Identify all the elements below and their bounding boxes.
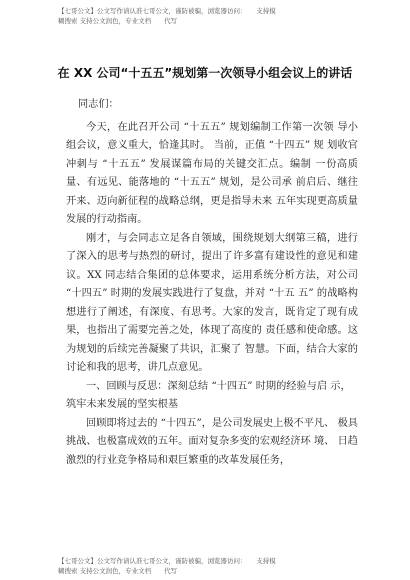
header-banner-line-1: 【七哥公文】公文写作请认准七哥公文，谨防被骗，浏览器访问： 支持模 [58, 7, 276, 15]
footer-banner-line-2: 糊搜索 支持公文润色，专业文档 代写 [58, 567, 178, 575]
header-banner [58, 6, 388, 26]
section-heading: 一、回顾与反思：深刻总结 “十四五” 时期的经验与启 示，筑牢未来发展的坚实根基 [66, 380, 351, 410]
footer-banner [58, 556, 388, 576]
footer-banner-line-1: 【七哥公文】公文写作请认准七哥公文，谨防被骗，浏览器访问： 支持模 [58, 557, 276, 565]
paragraph-review: 回顾即将过去的 “十四五”，是公司发展史上极不平凡、 极具挑战、也极富成效的五年。面对复杂多变的宏观经济环 境、 日趋激烈的行业竞争格局和艰巨繁重的改革发展任务， [66, 417, 358, 466]
salutation: 同志们： [78, 99, 119, 110]
paragraph-discussion: 刚才，与会同志立足各自领域，围绕规划大纲第三稿，进行了深入的思考与热烈的研讨，提出了许多富有建设性的意见和建议。XX 同志结合集团的总体要求，运用系统分析方法，对公司 “十四五” 时期的发展实践进行了复盘，并对 “十五 五” 的战略构想进行了阐述，有深度、有思考。大家的发言，既肯定了现有成果，也指出了需要完善之处，体现了高度的 责任感和使命感。这为规划的后续完善凝聚了共识，汇聚了 智慧。下面，结合大家的讨论和我的思考，讲几点意见。 [66, 232, 358, 373]
document-body [66, 90, 358, 470]
header-banner-line-2: 糊搜索 支持公文润色，专业文档 代写 [58, 17, 178, 25]
document-title: 在 XX 公司“十五五”规划第一次领导小组会议上的讲话 [57, 66, 353, 80]
paragraph-opening: 今天，在此召开公司 “十五五” 规划编制工作第一次领 导小组会议，意义重大，恰逢其时。 当前，正值 “十四五” 规 划收官冲刺与 “十五五” 发展谋篇布局的关键交汇点。编制 一份高质量、有远见、能落地的 “十五五” 规划，是公司承 前启后、继往开来、迈向新征程的战略总纲，更是指导未来 五年实现更高质量发展的行动指南。 [66, 121, 358, 225]
